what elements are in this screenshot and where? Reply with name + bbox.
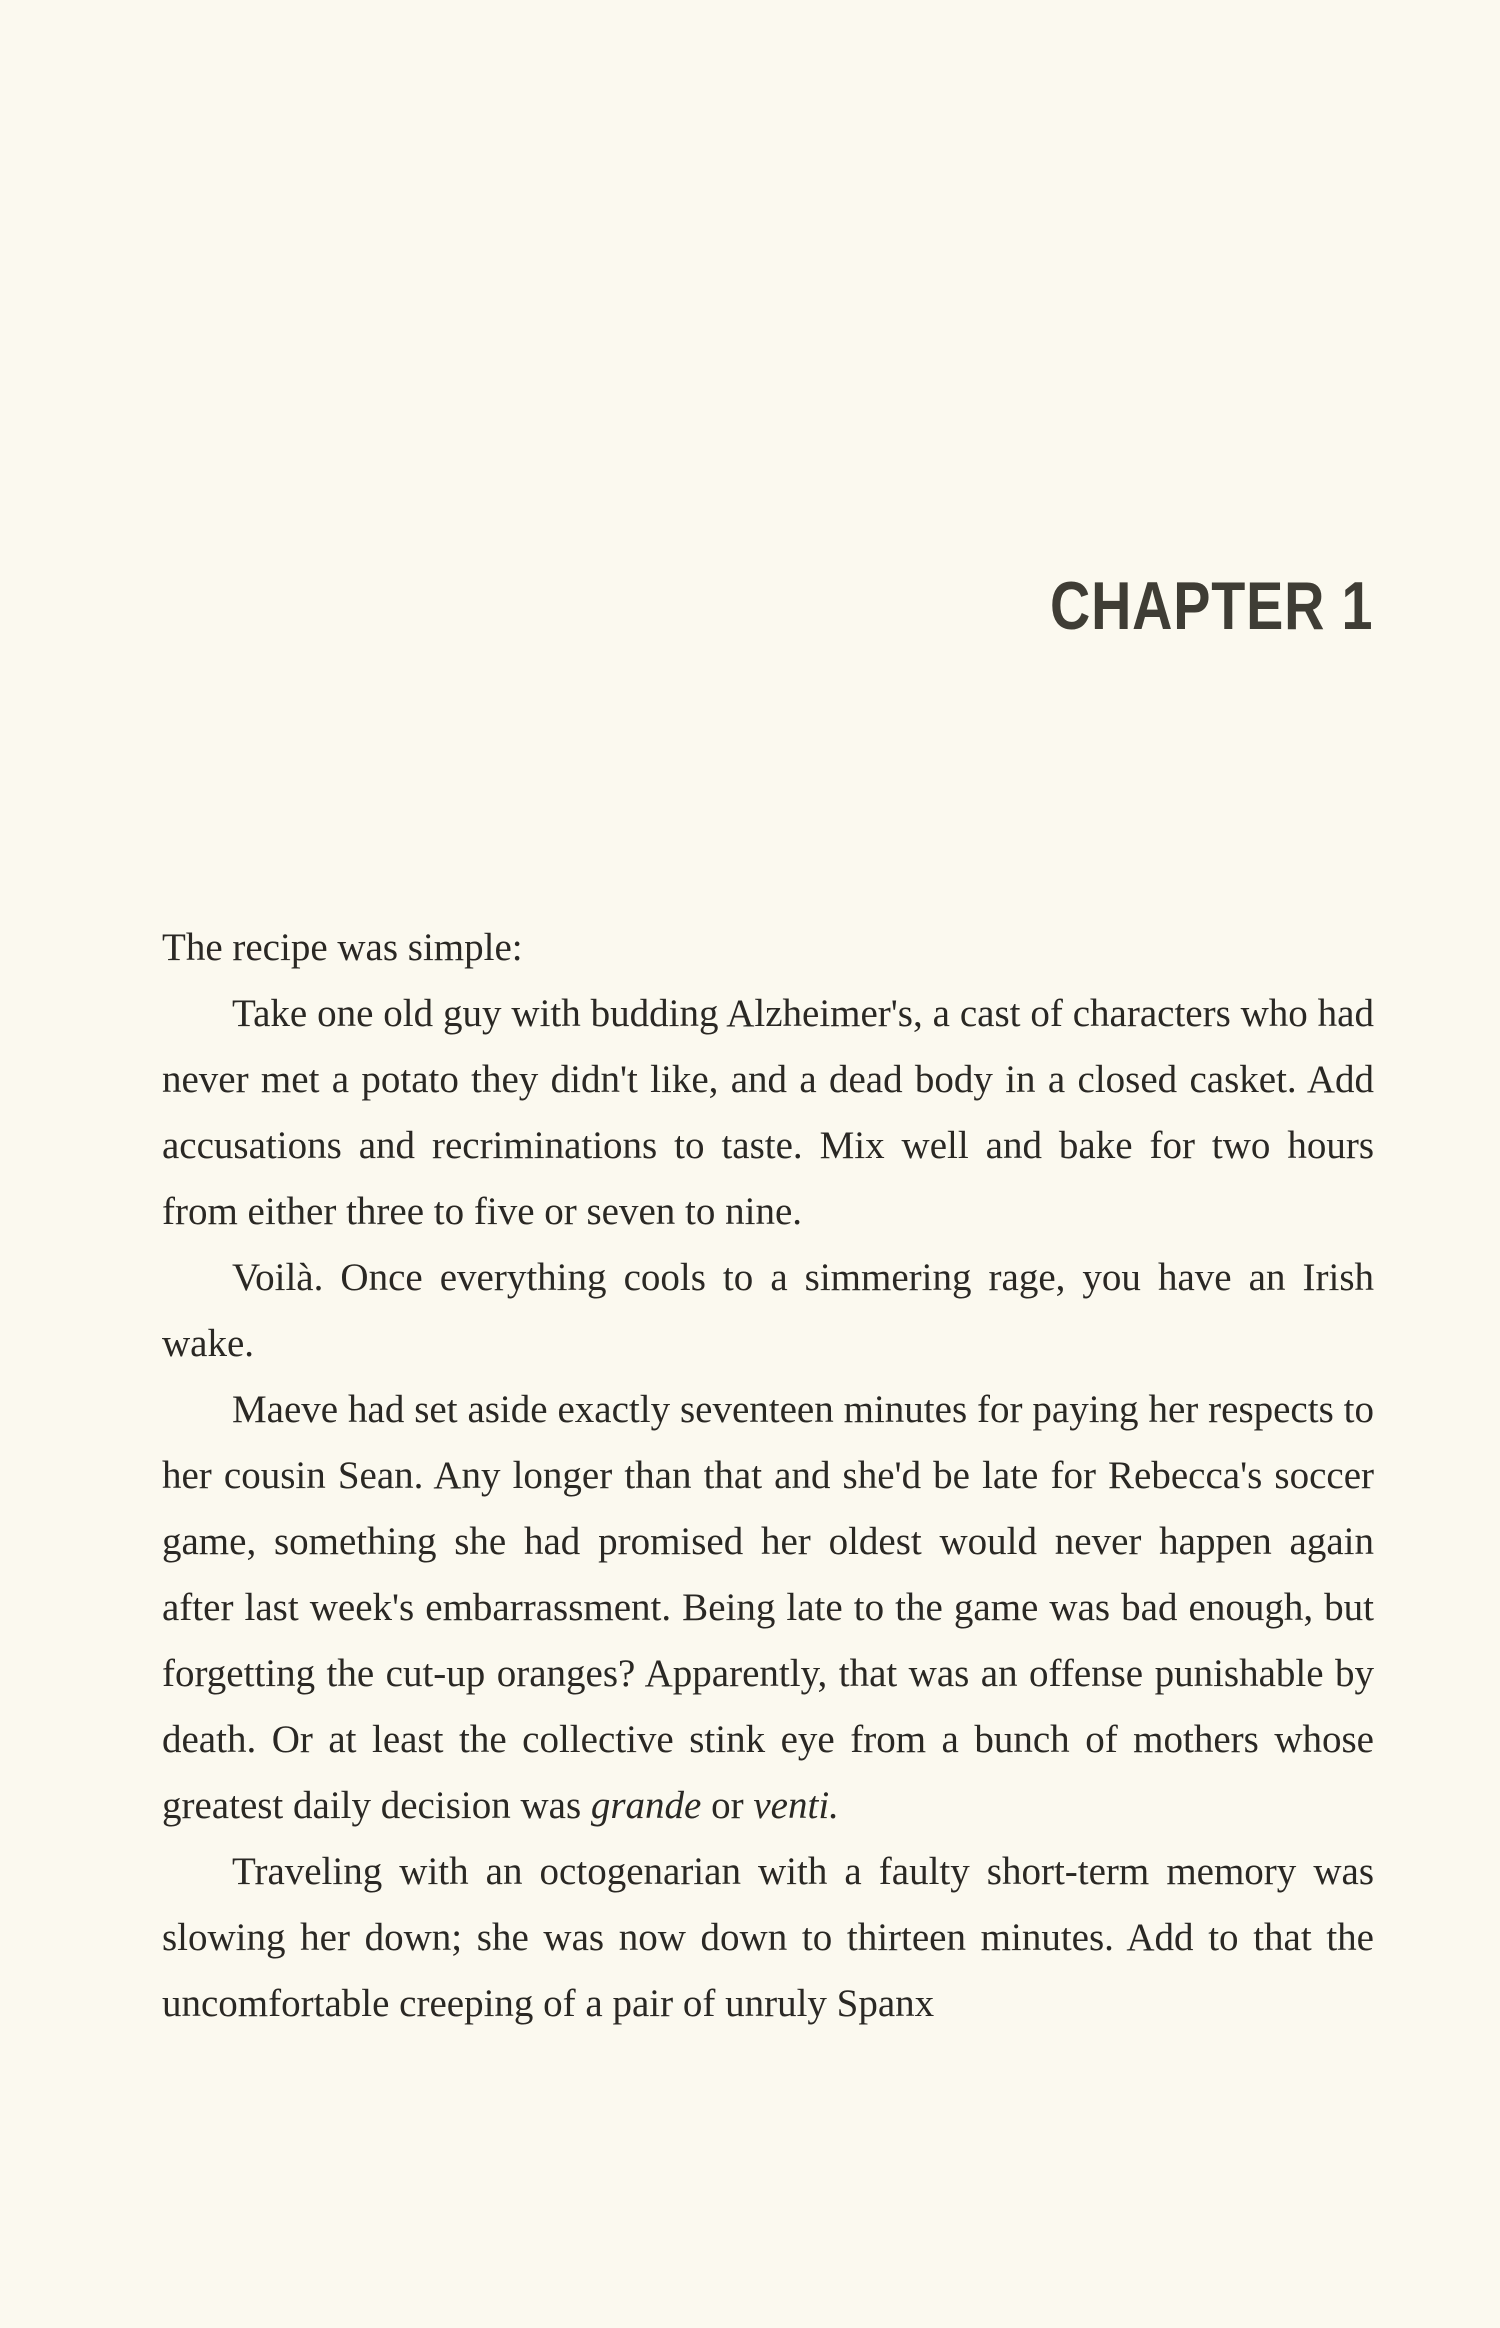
- paragraph: [162, 1377, 1374, 1839]
- paragraph: Traveling with an octogenarian with a faulty short-term memory was slowing her down; she was now down to thirteen minutes. Add to that the uncomfortable creeping of a pair of unruly Spanx: [162, 1850, 1374, 2025]
- paragraph-text: Maeve had set aside exactly seventeen minutes for paying her respects to her cousin Sean. Any longer than that and she'd be late for Rebecca's soccer game, something she had promised her oldest would never happen again after last week's embarrassment. Being late to the game was bad enough, but forgetting the cut-up oranges? Apparently, that was an offense punishable by death. Or at least the collective stink eye from a bunch of mothers whose greatest daily decision was: [162, 1388, 1374, 1827]
- paragraph: Take one old guy with budding Alzheimer's, a cast of characters who had never met a potato they didn't like, and a dead body in a closed casket. Add accusations and recriminations to taste. Mix well and bake for two hours from either three to five or seven to nine.: [162, 992, 1374, 1233]
- paragraph: Voilà. Once everything cools to a simmering rage, you have an Irish wake.: [162, 1256, 1374, 1365]
- chapter-heading: CHAPTER 1: [1049, 568, 1373, 644]
- italic-word: venti.: [753, 1784, 839, 1827]
- chapter-body: [162, 915, 1374, 2037]
- paragraph-text: or: [701, 1784, 754, 1827]
- paragraph: The recipe was simple:: [162, 926, 523, 969]
- italic-word: grande: [590, 1784, 702, 1827]
